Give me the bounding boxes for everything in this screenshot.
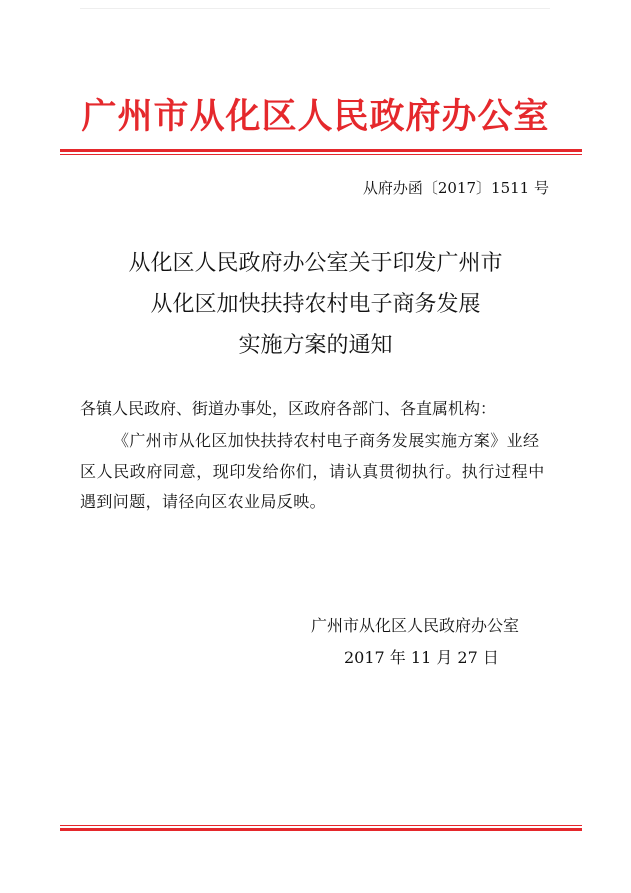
- salutation: 各镇人民政府、街道办事处，区政府各部门、各直属机构：: [80, 399, 497, 418]
- document-title-line: 从化区人民政府办公室关于印发广州市: [128, 251, 503, 276]
- header-red-rule-thin: [60, 154, 582, 155]
- footer-red-rule-thin: [60, 825, 582, 826]
- signature-office: 广州市从化区人民政府办公室: [311, 616, 520, 635]
- signature-date: 2017 年 11 月 27 日: [344, 648, 499, 667]
- issuing-office-header: 广州市从化区人民政府办公室: [81, 97, 550, 137]
- document-number: 从府办函〔2017〕1511 号: [362, 179, 549, 197]
- body-paragraph-line: 区人民政府同意，现印发给你们，请认真贯彻执行。执行过程中: [80, 462, 545, 481]
- body-paragraph-line: 《广州市从化区加快扶持农村电子商务发展实施方案》业经: [113, 431, 540, 450]
- document-title-line: 从化区加快扶持农村电子商务发展: [150, 292, 481, 317]
- header-red-rule-thick: [60, 149, 582, 152]
- footer-red-rule-thick: [60, 828, 582, 831]
- top-edge-line: [80, 8, 550, 9]
- body-paragraph-line: 遇到问题，请径向区农业局反映。: [80, 492, 327, 511]
- document-title-line: 实施方案的通知: [238, 333, 393, 358]
